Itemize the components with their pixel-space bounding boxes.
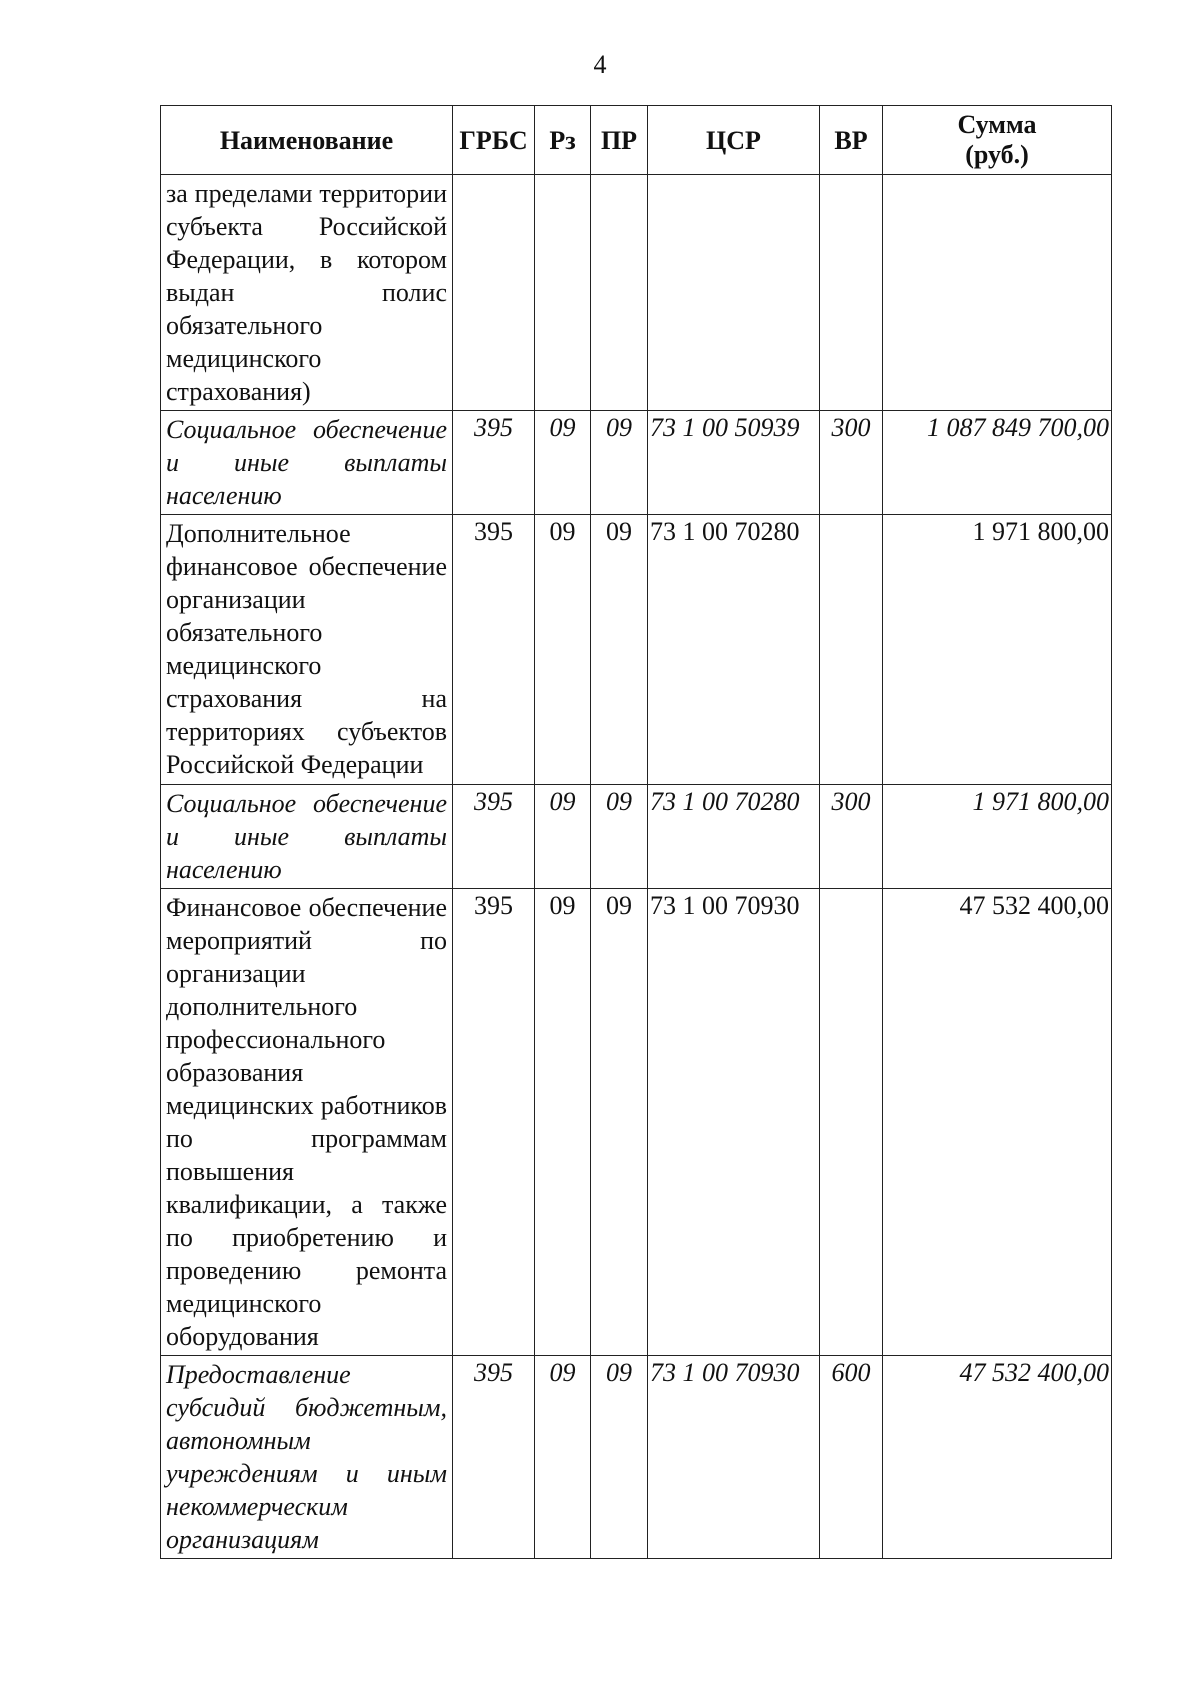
cell-rz: 09 — [535, 515, 591, 785]
cell-grbs: 395 — [453, 411, 535, 515]
table-row — [161, 411, 1112, 515]
row-name-text: Дополнительное финансовое обеспечение организации обязательного медицинского страхования на территориях субъектов Российской Федерации — [166, 519, 447, 779]
cell-sum: 47 532 400,00 — [883, 1356, 1112, 1559]
table-row — [161, 175, 1112, 411]
cell-grbs: 395 — [453, 889, 535, 1356]
cell-pr: 09 — [591, 515, 648, 785]
cell-vr — [820, 175, 883, 411]
cell-csr — [648, 175, 820, 411]
cell-csr: 73 1 00 70930 — [648, 889, 820, 1356]
table-row — [161, 889, 1112, 1356]
row-name-text: Финансовое обеспечение мероприятий по организации дополнительного профессионального образования медицинских работников по программам повышения квалификации, а также по приобретению и проведению ремонта медицинского оборудования — [166, 893, 447, 1351]
header-sum-line2: (руб.) — [965, 140, 1029, 169]
cell-vr — [820, 889, 883, 1356]
cell-grbs: 395 — [453, 785, 535, 889]
row-name-text: за пределами территории субъекта Российской Федерации, в котором выдан полис обязательного медицинского страхования) — [166, 179, 447, 406]
row-name-text: Социальное обеспечение и иные выплаты населению — [166, 415, 447, 510]
table-row — [161, 515, 1112, 785]
cell-csr: 73 1 00 70930 — [648, 1356, 820, 1559]
cell-sum: 47 532 400,00 — [883, 889, 1112, 1356]
budget-table — [160, 105, 1112, 1559]
cell-vr: 300 — [820, 411, 883, 515]
cell-pr: 09 — [591, 889, 648, 1356]
cell-name — [161, 175, 453, 411]
header-grbs: ГРБС — [453, 106, 535, 175]
table-header-row — [161, 106, 1112, 175]
cell-rz: 09 — [535, 1356, 591, 1559]
cell-csr: 73 1 00 70280 — [648, 785, 820, 889]
cell-grbs — [453, 175, 535, 411]
cell-name — [161, 889, 453, 1356]
cell-pr: 09 — [591, 1356, 648, 1559]
header-rz: Рз — [535, 106, 591, 175]
cell-vr: 600 — [820, 1356, 883, 1559]
cell-csr: 73 1 00 50939 — [648, 411, 820, 515]
cell-rz: 09 — [535, 411, 591, 515]
cell-name — [161, 1356, 453, 1559]
page-number: 4 — [593, 50, 607, 79]
cell-pr: 09 — [591, 411, 648, 515]
cell-sum: 1 971 800,00 — [883, 515, 1112, 785]
header-sum — [883, 106, 1112, 175]
header-name: Наименование — [161, 106, 453, 175]
cell-name — [161, 411, 453, 515]
cell-sum: 1 971 800,00 — [883, 785, 1112, 889]
table-row — [161, 1356, 1112, 1559]
table-row — [161, 785, 1112, 889]
header-sum-line1: Сумма — [957, 110, 1037, 139]
cell-vr: 300 — [820, 785, 883, 889]
cell-rz: 09 — [535, 889, 591, 1356]
cell-csr: 73 1 00 70280 — [648, 515, 820, 785]
header-csr: ЦСР — [648, 106, 820, 175]
cell-rz: 09 — [535, 785, 591, 889]
cell-vr — [820, 515, 883, 785]
cell-name — [161, 785, 453, 889]
cell-grbs: 395 — [453, 1356, 535, 1559]
cell-sum: 1 087 849 700,00 — [883, 411, 1112, 515]
row-name-text: Предоставление субсидий бюджетным, автономным учреждениям и иным некоммерческим организациям — [166, 1360, 447, 1554]
cell-grbs: 395 — [453, 515, 535, 785]
cell-pr: 09 — [591, 785, 648, 889]
cell-sum — [883, 175, 1112, 411]
header-pr: ПР — [591, 106, 648, 175]
row-name-text: Социальное обеспечение и иные выплаты населению — [166, 789, 447, 884]
cell-name — [161, 515, 453, 785]
cell-rz — [535, 175, 591, 411]
cell-pr — [591, 175, 648, 411]
header-vr: ВР — [820, 106, 883, 175]
